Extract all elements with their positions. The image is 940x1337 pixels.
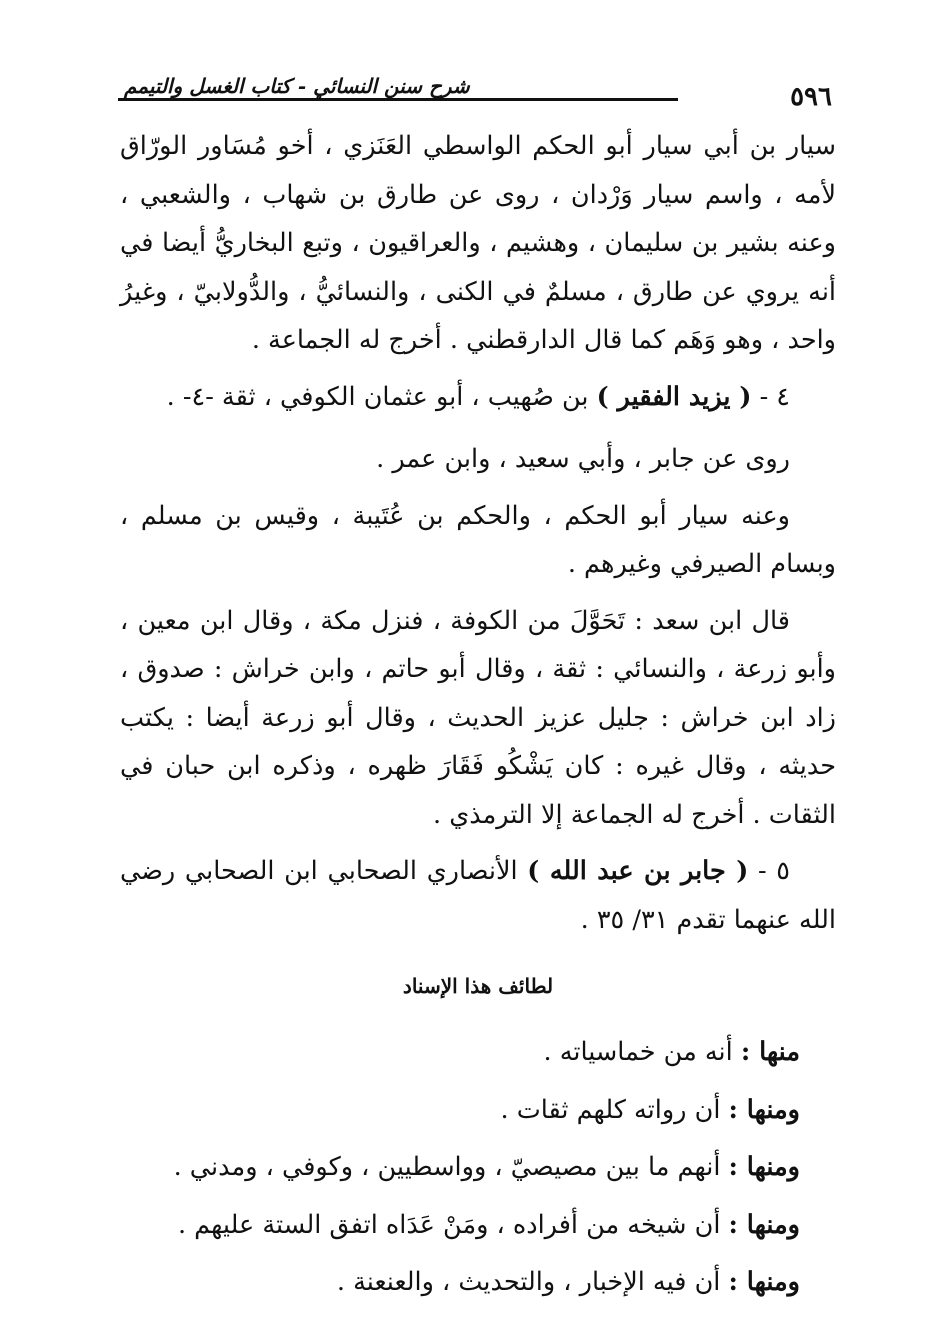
narrator-entry-jabir — [120, 847, 836, 944]
entry-text: الأنصاري الصحابي ابن الصحابي رضي الله عنهما تقدم ٣١/ ٣٥ . — [120, 856, 836, 935]
section-title: لطائف هذا الإسناد — [402, 974, 554, 998]
narrator-bio-paragraph: سيار بن أبي سيار أبو الحكم الواسطي العَنَزي ، أخو مُسَاور الورّاق لأمه ، واسم سيار وَرْدان ، روى عن طارق بن شهاب ، والشعبي ، وعنه بشير بن سليمان ، وهشيم ، والعراقيون ، وتبع البخاريُّ أيضا في أنه يروي عن طارق ، مسلمٌ في الكنى ، والنسائيُّ ، والدُّولابيّ ، وغيرُ واحد ، وهو وَهَم كما قال الدارقطني . أخرج له الجماعة . — [120, 131, 836, 355]
list-item-label: ومنها : — [728, 1152, 800, 1182]
list-item — [120, 1254, 836, 1312]
narrates-from-paragraph: روى عن جابر ، وأبي سعيد ، وابن عمر . — [376, 444, 790, 474]
list-item-label: ومنها : — [728, 1209, 800, 1240]
page-number: ٥٩٦ — [790, 82, 832, 112]
list-item-label: منها : — [740, 1037, 800, 1067]
narrator-entry-yazid — [120, 373, 836, 422]
list-item-text: أنه من خماسياته . — [543, 1037, 733, 1067]
list-item-text: أن شيخه من أفراده ، ومَنْ عَدَاه اتفق الستة عليهم . — [177, 1209, 721, 1240]
list-item — [120, 1082, 836, 1140]
list-item-text: أن رواته كلهم ثقات . — [500, 1094, 721, 1125]
list-item — [120, 1139, 836, 1197]
list-item-label: ومنها : — [728, 1094, 800, 1125]
students-paragraph: وعنه سيار أبو الحكم ، والحكم بن عُتَيبة ، وقيس بن مسلم ، وبسام الصيرفي وغيرهم . — [120, 500, 836, 579]
running-title: شرح سنن النسائي - كتاب الغسل والتيمم — [124, 74, 470, 98]
page-header — [118, 70, 838, 110]
entry-text: بن صُهيب ، أبو عثمان الكوفي ، ثقة -٤- . — [166, 381, 589, 412]
entry-number: ٤ - — [759, 381, 790, 412]
page-body — [120, 122, 836, 1312]
narrator-name: ( جابر بن عبد الله ) — [527, 856, 749, 886]
header-rule — [118, 98, 678, 101]
isnad-notes-list — [120, 1024, 836, 1312]
list-item-text: أنهم ما بين مصيصيّ ، وواسطيين ، وكوفي ، ومدني . — [173, 1152, 721, 1182]
list-item — [120, 1024, 836, 1082]
narrator-name: ( يزيد الفقير ) — [596, 381, 752, 412]
list-item-text: أن فيه الإخبار ، والتحديث ، والعنعنة . — [336, 1267, 721, 1297]
list-item — [120, 1197, 836, 1255]
entry-number: ٥ - — [757, 856, 790, 886]
evaluation-paragraph: قال ابن سعد : تَحَوَّلَ من الكوفة ، فنزل مكة ، وقال ابن معين ، وأبو زرعة ، والنسائي : ثقة ، وقال أبو حاتم ، وابن خراش : صدوق ، زاد ابن خراش : جليل عزيز الحديث ، وقال أبو زرعة أيضا : يكتب حديثه ، وقال غيره : كان يَشْكُو فَقَارَ ظهره ، وذكره ابن حبان في الثقات . أخرج له الجماعة إلا الترمذي . — [120, 605, 836, 830]
list-item-label: ومنها : — [728, 1267, 800, 1297]
